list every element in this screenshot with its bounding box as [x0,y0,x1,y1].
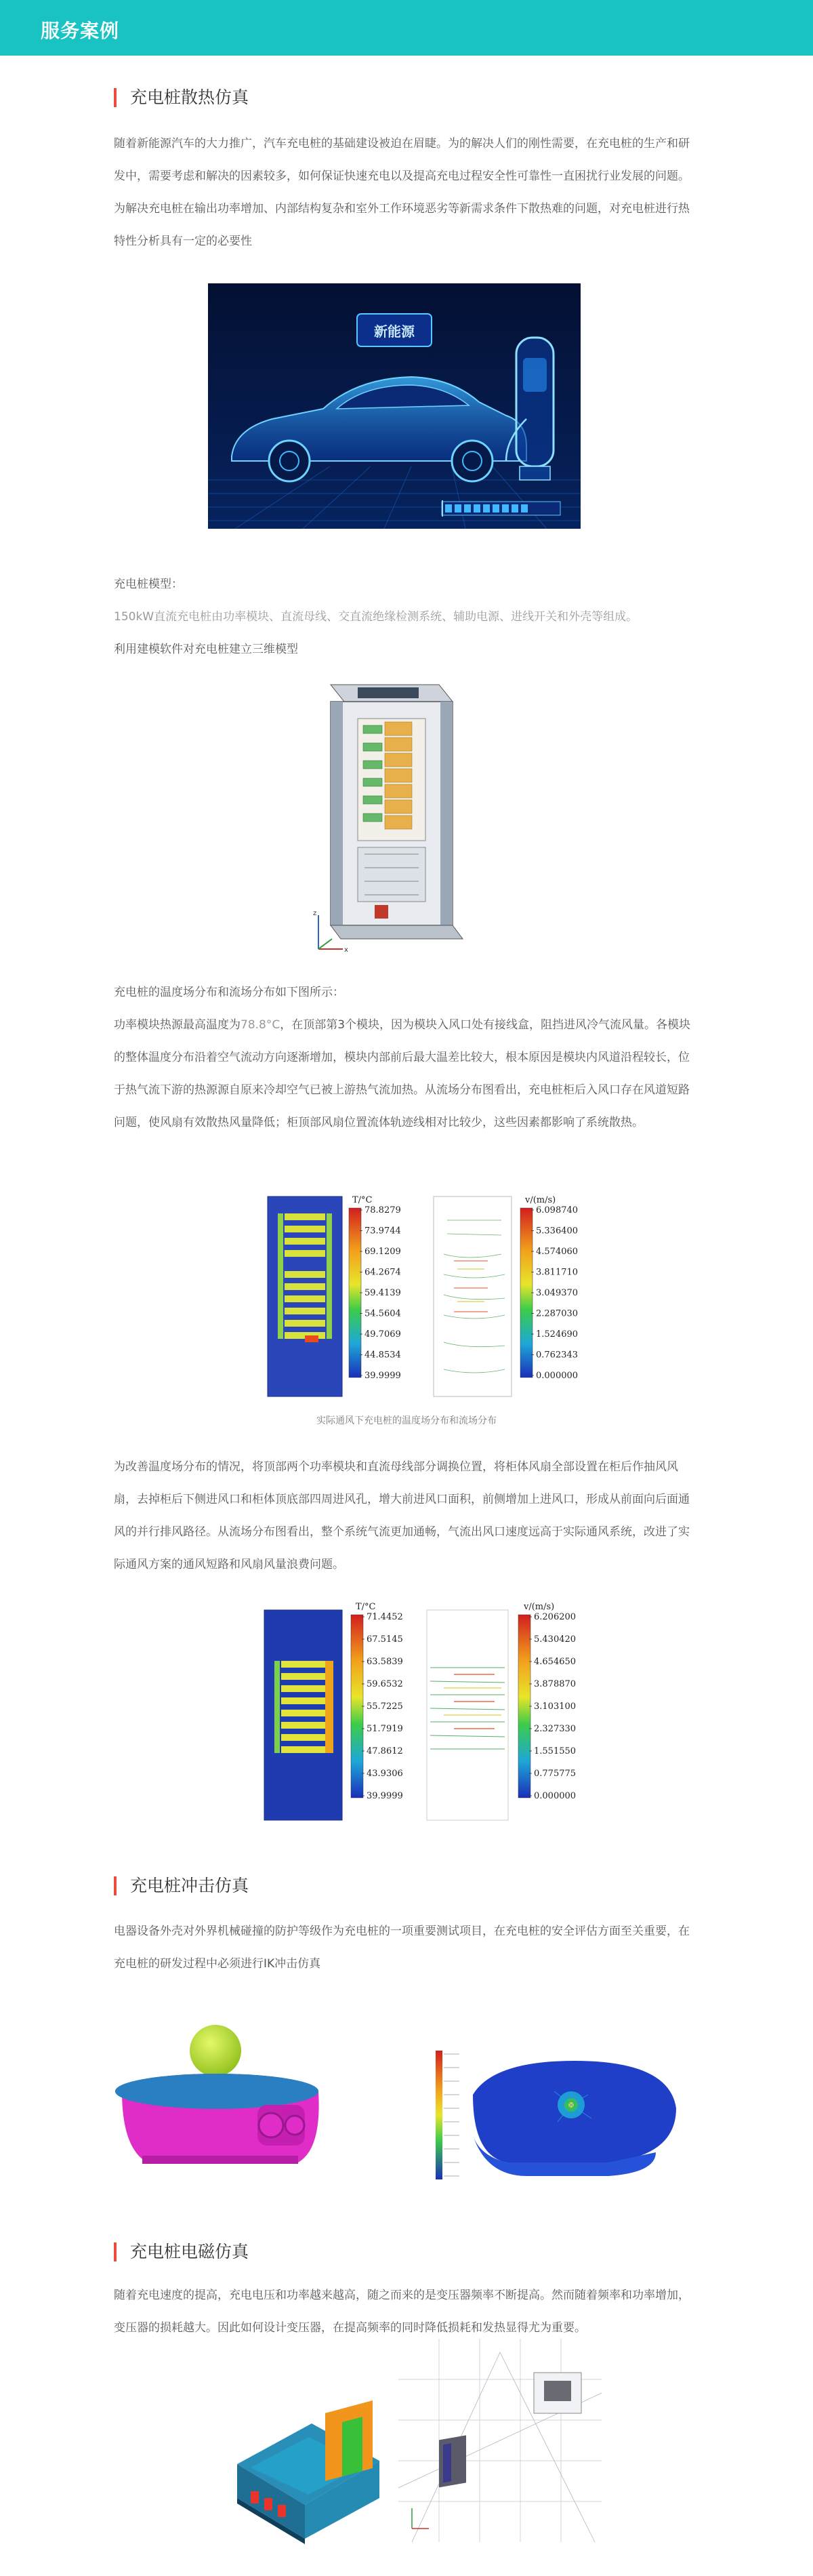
distribution-paragraph [114,1009,698,1139]
temp1-tick-label: 44.8534 [364,1350,401,1361]
temperature-field-figure-1 [264,1193,579,1403]
vel1-unit: v/(m/s) [525,1195,556,1205]
dist-text-b: ，在顶部第3个模块，因为模块入风口处有接线盒，阻挡进风冷气流风量。各模块的整体温度分布沿着空气流动方向逐渐增加，模块内部前后最大温差比较大，根本原因是模块内风道沿程较长，位于热气流下游的热源源自原来冷却空气已被上游热气流加热。从流场分布图看出，充电桩柜后入风口存在风道短路问题，使风扇有效散热风量降低；柜顶部风扇位置流体轨迹线相对比较少，这些因素都影响了系统散热。 [114,1018,691,1129]
temperature-field-figure-2 [261,1600,577,1824]
temp1-tick-label: 78.8279 [364,1205,401,1215]
figure-1-caption: 实际通风下充电桩的温度场分布和流场分布 [316,1415,497,1426]
temp2-tick-label: 51.7919 [367,1724,403,1734]
temp2-unit: T/°C [356,1602,376,1612]
max-temperature: 78.8°C [241,1018,280,1032]
vel2-tick-label: 2.327330 [534,1724,577,1734]
temp1-tick-label: 73.9744 [364,1226,401,1236]
vel1-tick-label: 5.336400 [536,1226,579,1236]
temp1-tick-label: 49.7069 [364,1329,401,1340]
cabinet-3d-model [310,678,473,956]
thermal-fields-2 [261,1600,577,1824]
vel1-tick-label: 2.287030 [536,1308,579,1319]
model-heading: 充电桩模型： [114,578,183,591]
vel2-tick-label: 3.103100 [534,1702,577,1712]
temp1-tick-label: 69.1209 [364,1247,401,1257]
vel2-tick-label: 6.206200 [534,1612,577,1622]
temp1-tick-label: 59.4139 [364,1288,401,1298]
section-title-emag: 充电桩电磁仿真 [114,2242,249,2261]
svg-text:x: x [344,946,348,954]
temp1-tick-label: 54.5604 [364,1308,401,1319]
hero-car-image [208,283,581,529]
vel2-tick-label: 1.551550 [534,1746,577,1756]
temp2-tick-label: 59.6532 [367,1679,403,1689]
vel2-tick-label: 4.654650 [534,1657,577,1667]
vel1-tick-label: 0.000000 [536,1371,579,1381]
model-description: 150kW直流充电桩由功率模块、直流母线、交直流绝缘检测系统、辅助电源、进线开关和外壳等组成。 [114,610,638,624]
temp1-tick-label: 39.9999 [364,1371,401,1381]
dist-text-a: 功率模块热源最高温度为 [114,1018,241,1032]
vel1-tick-labels [531,1205,578,1381]
temp1-tick-label: 64.2674 [364,1267,401,1278]
vel1-tick-label: 6.098740 [536,1205,579,1215]
vel1-tick-label: 3.049370 [536,1288,579,1298]
svg-text:z: z [313,910,317,917]
vel1-tick-label: 4.574060 [536,1247,579,1257]
thermal-intro: 随着新能源汽车的大力推广，汽车充电桩的基础建设被迫在眉睫。为的解决人们的刚性需要，在充电桩的生产和研发中，需要考虑和解决的因素较多，如何保证快速充电以及提高充电过程安全性可靠性一直困扰行业发展的问题。为解决充电桩在输出功率增加、内部结构复杂和室外工作环境恶劣等新需求条件下散热难的问题，对充电桩进行热特性分析具有一定的必要性 [114,137,690,248]
temp2-tick-label: 47.8612 [367,1746,403,1756]
vel1-tick-label: 0.762343 [536,1350,579,1361]
distribution-heading: 充电桩的温度场分布和流场分布如下图所示： [114,986,344,999]
vel2-tick-label: 3.878870 [534,1679,577,1689]
emag-paragraph: 随着充电速度的提高，充电电压和功率越来越高，随之而来的是变压器频率不断提高。然而随着频率和功率增加，变压器的损耗越大。因此如何设计变压器，在提高频率的同时降低损耗和发热显得尤为重要。 [114,2289,690,2335]
thermal-fields-1 [264,1193,579,1403]
temp2-tick-label: 43.9306 [367,1769,403,1779]
vel1-tick-label: 1.524690 [536,1329,579,1340]
section-title-impact: 充电桩冲击仿真 [114,1876,249,1895]
vel2-tick-labels [529,1612,576,1801]
vel2-tick-label: 0.775775 [534,1769,577,1779]
model-note: 利用建模软件对充电桩建立三维模型 [114,643,298,656]
vel2-tick-label: 0.000000 [534,1791,577,1801]
vel2-unit: v/(m/s) [524,1602,555,1612]
transformer-model-image [224,2403,400,2545]
temp1-unit: T/°C [352,1195,373,1205]
temp2-tick-labels [362,1612,403,1801]
vel1-tick-label: 3.811710 [536,1267,579,1278]
temp2-tick-label: 63.5839 [367,1657,403,1667]
impact-paragraph: 电器设备外壳对外界机械碰撞的防护等级作为充电桩的一项重要测试项目，在充电桩的安全评估方面至关重要，在充电桩的研发过程中必须进行IK冲击仿真 [114,1925,690,1971]
magnetic-field-image [398,2339,602,2542]
section-title-thermal: 充电桩散热仿真 [114,88,249,107]
improvement-paragraph: 为改善温度场分布的情况，将顶部两个功率模块和直流母线部分调换位置，将柜体风扇全部设置在柜后作抽风风扇，去掉柜后下侧进风口和柜体顶底部四周进风孔，增大前进风口面积，前侧增加上进风口，形成从前面向后面通风的并行排风路径。从流场分布图看出，整个系统气流更加通畅，气流出风口速度远高于实际通风系统，改进了实际通风方案的通风短路和风扇风量浪费问题。 [114,1460,690,1571]
temp1-tick-labels [360,1205,401,1381]
temp2-tick-label: 55.7225 [367,1702,403,1712]
page-title: 服务案例 [41,20,120,42]
hero-sign-text: 新能源 [374,323,415,340]
impact-model-image [115,2024,332,2186]
page-header [0,0,813,56]
temp2-tick-label: 67.5145 [367,1634,403,1645]
impact-simulation-image [432,2040,683,2196]
vel2-tick-label: 5.430420 [534,1634,577,1645]
temp2-tick-label: 71.4452 [367,1612,403,1622]
temp2-tick-label: 39.9999 [367,1791,403,1801]
